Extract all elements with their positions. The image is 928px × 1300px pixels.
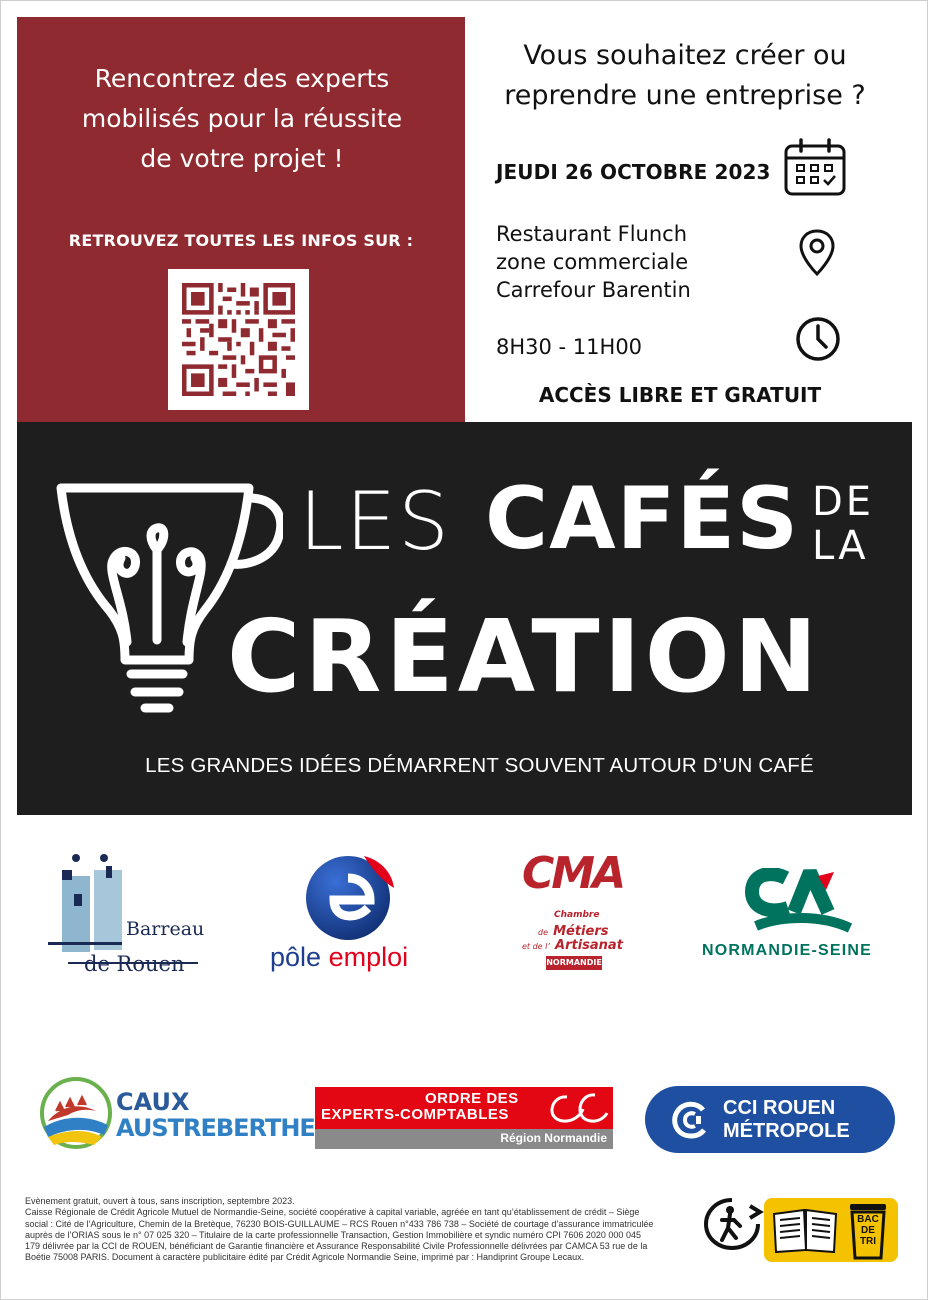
footer-line-2: Caisse Régionale de Crédit Agricole Mutuel de Normandie-Seine, société coopérative à capital variable, agréée en tant qu’établissement de crédit – Siège xyxy=(25,1207,640,1218)
footer-line-5: 179 délivrée par la CCI de ROUEN, bénéficiant de Garantie financière et Assurance Responsabilité Civile Professionnelle délivrées par CAMCA 53 rue de la xyxy=(25,1241,648,1252)
ordre-ec-icon xyxy=(537,1089,609,1129)
caux-landscape-icon xyxy=(38,1075,114,1151)
credit-agricole-label: NORMANDIE-SEINE xyxy=(702,942,873,959)
pole-label: pôle xyxy=(270,942,322,972)
footer-line-4: auprès de l’ORIAS sous le n° 07 025 320 – Titulaire de la carte professionnelle Transaction, Gestion Immobilière et syndic numéro CPI 7606 2020 000 045 xyxy=(25,1229,641,1240)
cci-rouen-logo xyxy=(645,1086,895,1153)
cma-line-3b: Artisanat xyxy=(555,938,623,953)
cma-line-2b: Métiers xyxy=(553,924,609,939)
credit-agricole-ca-icon xyxy=(700,868,900,938)
brand-la: LA xyxy=(812,523,869,569)
cma-mark: CMA xyxy=(522,848,624,899)
qr-code[interactable] xyxy=(168,269,309,410)
bac-de-tri-label xyxy=(848,1214,888,1247)
qr-code-icon xyxy=(182,283,295,396)
red-panel-title xyxy=(37,59,447,179)
access-info: ACCÈS LIBRE ET GRATUIT xyxy=(538,383,822,407)
brand-cafes: CAFÉS xyxy=(485,469,800,569)
barreau-rouen-logo xyxy=(46,852,206,978)
headline-line-2: reprendre une entreprise ? xyxy=(504,80,866,111)
caux-label-2: AUSTREBERTHE xyxy=(116,1114,315,1142)
address-line-3: Carrefour Barentin xyxy=(496,278,691,302)
pole-emploi-logo xyxy=(268,852,434,982)
caux-label-1: CAUX xyxy=(116,1088,190,1116)
cci-label-1: CCI ROUEN xyxy=(723,1097,836,1119)
brand-de: DE xyxy=(812,479,875,525)
pole-emploi-e-icon xyxy=(268,852,434,944)
red-title-line-3: de votre projet ! xyxy=(140,144,344,173)
footer-line-3: social : Cité de l’Agriculture, Chemin de la Bretèque, 76230 BOIS-GUILLAUME – RCS Rouen n°433 786 738 – Société de courtage d’assurance immatriculée xyxy=(25,1218,654,1229)
caux-austreberthe-logo xyxy=(38,1075,315,1155)
ordre-label-1: ORDRE DES xyxy=(425,1090,519,1107)
event-hours: 8H30 - 11H00 xyxy=(496,335,643,359)
cma-line-3a: et de l’ xyxy=(522,942,550,951)
red-title-line-1: Rencontrez des experts xyxy=(94,64,390,93)
footer-line-6: Boétie 75008 PARIS. Document à caractère publicitaire édité par Crédit Agricole Normandie Seine, imprimé par : Handiprint Groupe Lecaux. xyxy=(25,1252,585,1263)
calendar-icon xyxy=(783,138,847,198)
cma-region-badge: NORMANDIE xyxy=(546,956,602,970)
cma-line-3 xyxy=(522,934,623,953)
headline-line-1: Vous souhaitez créer ou xyxy=(523,40,847,71)
newspaper-icon xyxy=(770,1206,842,1254)
barreau-label-1: Barreau xyxy=(126,918,205,940)
footer-line-1: Evènement gratuit, ouvert à tous, sans inscription, septembre 2023. xyxy=(25,1196,295,1206)
cci-label-2: MÉTROPOLE xyxy=(723,1120,850,1142)
sorting-info-panel xyxy=(764,1198,898,1262)
cma-normandie-logo xyxy=(516,848,636,976)
brand-creation: CRÉATION xyxy=(227,598,822,715)
cci-c-icon xyxy=(669,1100,709,1140)
emploi-label: emploi xyxy=(328,942,409,972)
tagline: LES GRANDES IDÉES DÉMARRENT SOUVENT AUTOUR D’UN CAFÉ xyxy=(145,754,814,777)
tri-label: TRI xyxy=(859,1236,877,1247)
event-date: JEUDI 26 OCTOBRE 2023 xyxy=(496,160,771,184)
red-info-panel xyxy=(17,17,465,422)
location-pin-icon xyxy=(797,228,837,278)
address-line-2: zone commerciale xyxy=(496,250,689,274)
event-address xyxy=(496,220,691,304)
de-label: DE xyxy=(861,1225,875,1236)
credit-agricole-logo xyxy=(700,868,900,968)
brand-banner xyxy=(17,422,912,815)
legal-footer xyxy=(25,1196,685,1264)
ordre-experts-comptables-logo xyxy=(315,1087,613,1149)
pole-emploi-label xyxy=(270,942,408,973)
ordre-label-2: EXPERTS-COMPTABLES xyxy=(321,1106,509,1123)
clock-icon xyxy=(795,316,841,362)
ordre-label-3: Région Normandie xyxy=(500,1131,607,1145)
bac-label: BAC xyxy=(857,1214,879,1225)
event-headline xyxy=(480,36,890,116)
triman-recycling-icon xyxy=(700,1196,764,1252)
cma-line-1: Chambre xyxy=(554,910,600,920)
address-line-1: Restaurant Flunch xyxy=(496,222,688,246)
cma-line-2a: de xyxy=(538,928,548,937)
infos-label: RETROUVEZ TOUTES LES INFOS SUR : xyxy=(68,231,414,250)
brand-les: LES xyxy=(299,475,451,568)
red-title-line-2: mobilisés pour la réussite xyxy=(81,104,403,133)
barreau-label-2: de Rouen xyxy=(84,952,185,976)
